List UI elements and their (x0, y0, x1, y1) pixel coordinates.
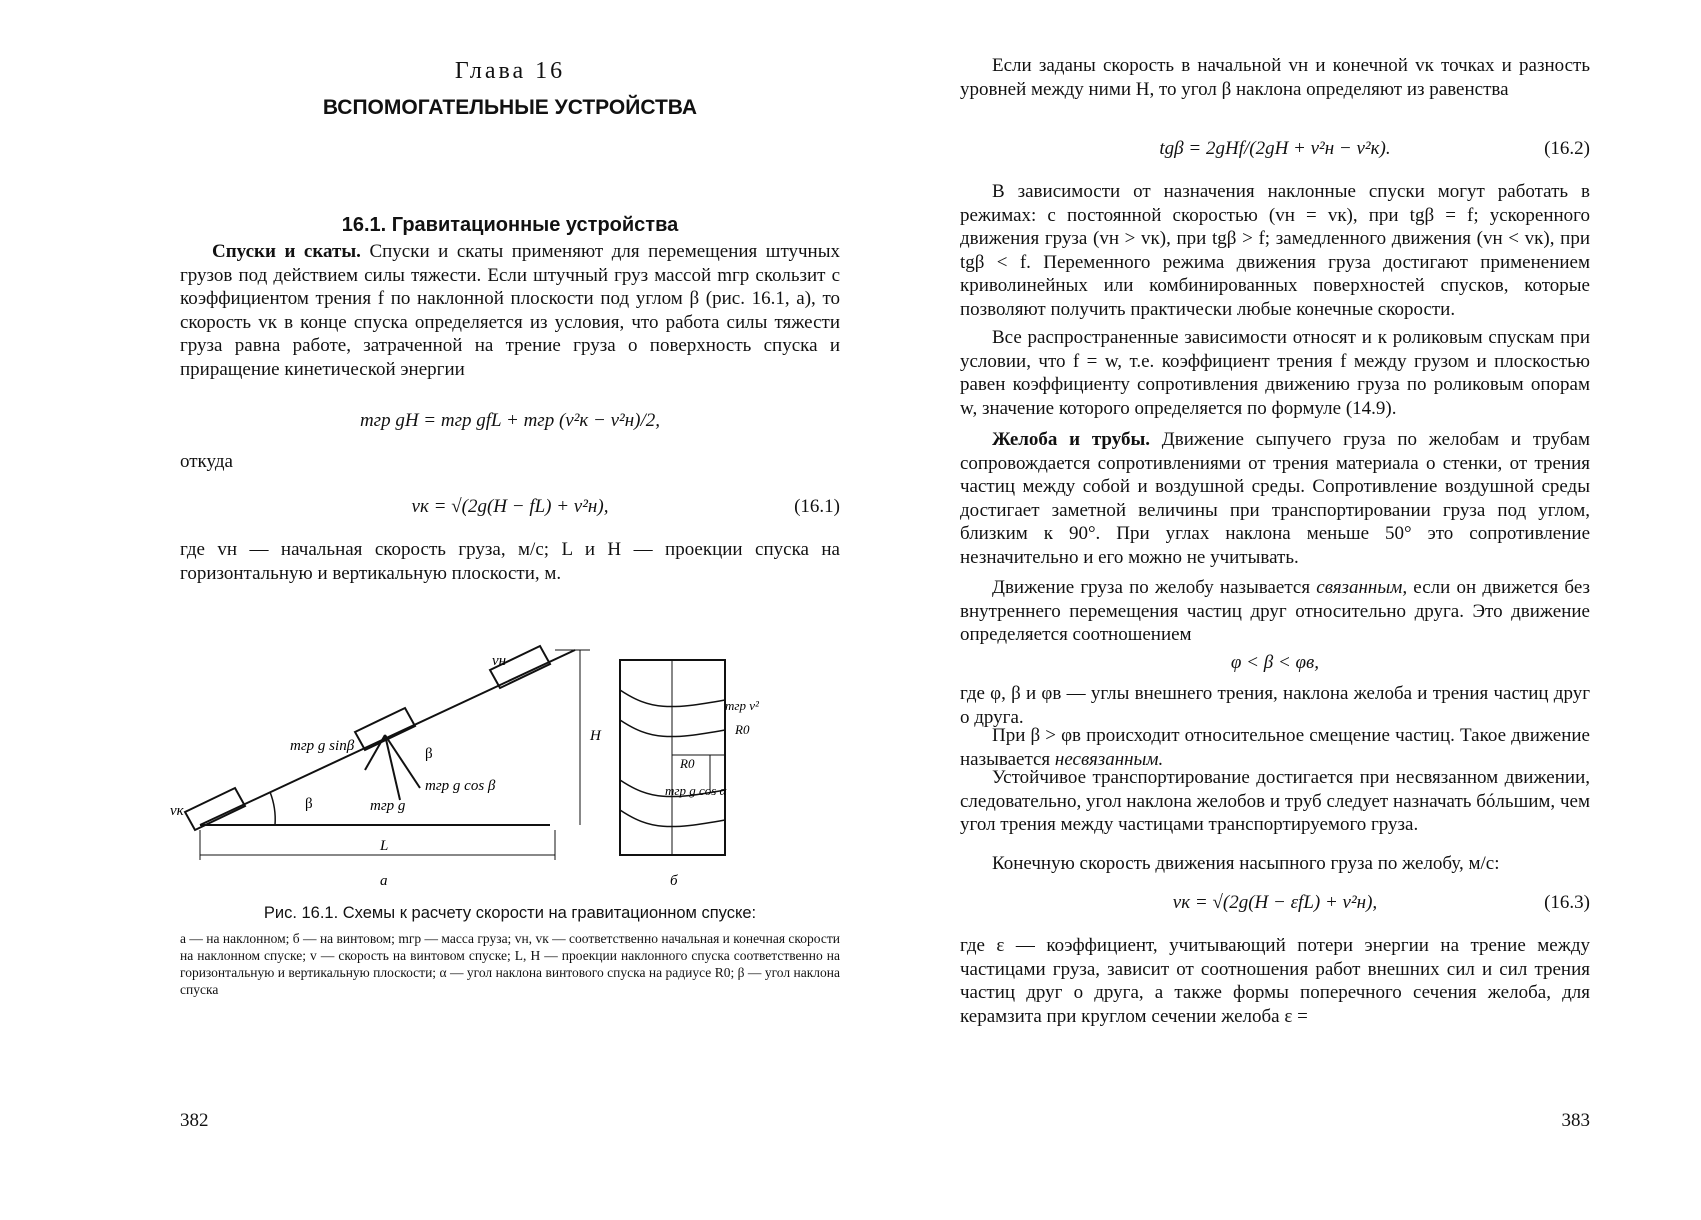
label-centrifugal-num: mгр v² (725, 698, 759, 713)
label-R0: R0 (680, 756, 695, 771)
label-mg: mгр g (370, 798, 406, 814)
formula-16-3 (960, 892, 1590, 914)
formula-16-3-expr: vк = √(2g(H − εfL) + v²н), (1172, 892, 1378, 913)
equation-number-16-2: (16.2) (1544, 138, 1590, 159)
section-title: 16.1. Гравитационные устройства (341, 214, 679, 236)
angle-arc (270, 792, 275, 825)
paragraph-roller: Все распространенные зависимости относят и к роликовым спускам при условии, что f = w, т.е. коэффициент трения f между грузом и плоскостью равен коэффициенту сопротивления движению груза по роликовым опорам w, значение которого определяется по формуле (14.9). (960, 327, 1590, 419)
label-H: H (590, 728, 601, 744)
label-b: б (670, 873, 678, 889)
word-otkuda: откуда (180, 451, 233, 472)
equation-number-16-1: (16.1) (794, 496, 840, 517)
bound-text-a: Движение груза по желобу называется (992, 577, 1317, 598)
figure-16-1 (170, 630, 770, 900)
chapter-number: Глава 16 (454, 58, 566, 84)
paragraph-text: Спуски и скаты применяют для перемещения штучных грузов под действием силы тяжести. Если штучный груз массой mгр скользит с коэффициентом трения f по наклонной плоскости под углом β (рис. 16.1, а), то скорость vк в конце спуска определяется из условия, что работа силы тяжести груза равна работе, затраченной на трение груза о поверхность спуска и приращение кинетической энергии (180, 241, 840, 380)
paragraph-angles: где φ, β и φв — углы внешнего трения, наклона желоба и трения частиц друг о друга. (960, 683, 1590, 728)
page-number-right: 383 (1561, 1110, 1590, 1131)
paragraph-lead: Спуски и скаты. (212, 241, 361, 262)
figure-caption-title: Рис. 16.1. Схемы к расчету скорости на гравитационном спуске: (263, 904, 757, 922)
label-beta-angle: β (305, 796, 313, 812)
formula-16-2 (960, 138, 1590, 160)
label-mg-sin: mгр g sinβ (290, 738, 355, 754)
label-beta-force: β (425, 746, 433, 762)
page-number-left: 382 (180, 1110, 209, 1131)
paragraph-epsilon: где ε — коэффициент, учитывающий потери энергии на трение между частицами груза, зависит от соотношения работ внешних сил и сил трения частиц друг о друга, а также формы поперечного сечения желоба, для керамзита при круглом сечении желоба ε = (960, 935, 1590, 1027)
label-a: а (380, 873, 388, 889)
paragraph-bound-motion (960, 576, 1590, 647)
formula-16-1 (180, 496, 840, 518)
paragraph-where-vn: где vн — начальная скорость груза, м/с; L и H — проекции спуска на горизонтальную и вертикальную плоскости, м. (180, 539, 840, 584)
label-vk: vк (170, 803, 184, 819)
formula-phi: φ < β < φв, (1230, 652, 1320, 673)
label-vn: vн (492, 653, 507, 669)
bound-emphasis: связанным, (1316, 577, 1408, 598)
paragraph-stable: Устойчивое транспортирование достигается при несвязанном движении, следовательно, угол наклона желобов и труб следует назначать бóльшим, чем угол трения между частицами транспортируемого груза. (960, 767, 1590, 835)
force-normal (365, 735, 385, 770)
unbound-emphasis: несвязанным. (1054, 748, 1164, 770)
label-mg-cos-alpha: mгр g cos α (665, 783, 727, 798)
paragraph-modes: В зависимости от назначения наклонные спуски могут работать в режимах: с постоянной скоростью (vн = vк), при tgβ = f; ускоренного движения груза (vн > vк), при tgβ > f; замедленного движения (vн < vк), при tgβ < f. Переменного режима движения груза достигают применением криволинейных или комбинированных поверхностей спусков, которые позволяют получить практически любые конечные скорости. (960, 181, 1590, 320)
label-L: L (380, 838, 389, 854)
bound-text-b: если он движется без внутреннего перемещения частиц друг относительно друга. Это движение определяется соотношением (960, 577, 1590, 645)
chapter-title: ВСПОМОГАТЕЛЬНЫЕ УСТРОЙСТВА (322, 96, 698, 119)
formula-16-2-expr: tgβ = 2gHf/(2gH + v²н − v²к). (1159, 138, 1391, 159)
paragraph-chutes (960, 428, 1590, 569)
paragraph-lead-chutes: Желоба и трубы. (992, 429, 1151, 450)
figure-caption-text: а — на наклонном; б — на винтовом; mгр — масса груза; vн, vк — соответственно начальная и конечная скорости на наклонном спуске; v — скорость на винтовом спуске; L, H — проекции наклонного спуска соответственно на горизонтальную и вертикальную плоскости; α — угол наклона винтового спуска на радиусе R0; β — угол наклона спуска (180, 931, 840, 997)
equation-number-16-3: (16.3) (1544, 892, 1590, 913)
paragraph-descents (180, 240, 840, 381)
unbound-text-a: При β > φв происходит относительное смещение частиц. Такое движение называется (960, 725, 1590, 770)
paragraph-chutes-text: Движение сыпучего груза по желобам и трубам сопровождается сопротивлениями от трения материала о стенки, от трения частиц между собой и воздушной среды. Сопротивление воздушной среды достигает заметной величины при транспортировании груза под углом, близким к 90°. При углах наклона меньше 50° это сопротивление незначительно и его можно не учитывать. (960, 429, 1590, 568)
paragraph-given-speeds: Если заданы скорость в начальной vн и конечной vк точках и разность уровней между ними H, то угол β наклона определяют из равенства (960, 55, 1590, 100)
formula-energy: mгр gH = mгр gfL + mгр (v²к − v²н)/2, (359, 410, 661, 431)
label-centrifugal-den: R0 (735, 722, 750, 737)
paragraph-unbound (960, 724, 1590, 771)
formula-16-1-expr: vк = √(2g(H − fL) + v²н), (411, 496, 609, 517)
label-mg-cos: mгр g cos β (425, 778, 496, 794)
paragraph-final-speed: Конечную скорость движения насыпного груза по желобу, м/с: (992, 853, 1500, 874)
